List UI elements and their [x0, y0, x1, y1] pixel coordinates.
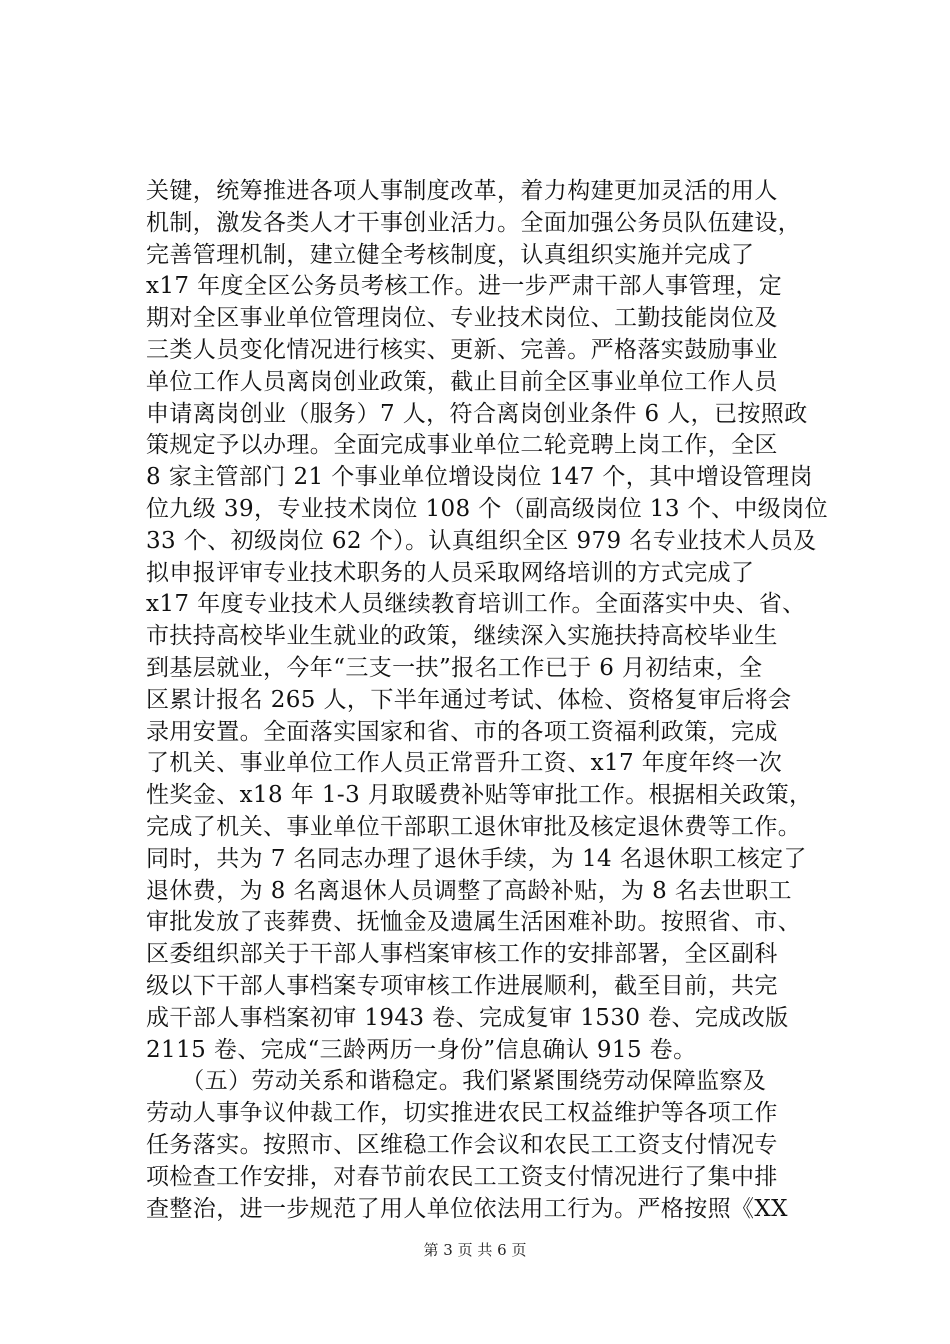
text-line: x17 年度全区公务员考核工作。进一步严肃干部人事管理，定: [146, 273, 783, 300]
text-line: 到基层就业，今年“三支一扶”报名工作已于 6 月初结束，全: [146, 654, 763, 681]
text-line: 级以下干部人事档案专项审核工作进展顺利，截至目前，共完: [146, 972, 778, 999]
text-line: 了机关、事业单位工作人员正常晋升工资、x17 年度年终一次: [146, 750, 783, 777]
text-line: 机制，激发各类人才干事创业活力。全面加强公务员队伍建设，: [146, 209, 802, 236]
body-text: [146, 176, 846, 1225]
text-line: 8 家主管部门 21 个事业单位增设岗位 147 个，其中增设管理岗: [146, 464, 813, 491]
text-line: 查整治，进一步规范了用人单位依法用工行为。严格按照《XX: [146, 1195, 788, 1222]
text-line: 完成了机关、事业单位干部职工退休审批及核定退休费等工作。: [146, 813, 802, 840]
text-line: 33 个、初级岗位 62 个）。认真组织全区 979 名专业技术人员及: [146, 527, 817, 554]
text-line: 任务落实。按照市、区维稳工作会议和农民工工资支付情况专: [146, 1131, 778, 1158]
text-line: 位九级 39，专业技术岗位 108 个（副高级岗位 13 个、中级岗位: [146, 495, 828, 522]
text-line: 区累计报名 265 人，下半年通过考试、体检、资格复审后将会: [146, 686, 792, 713]
text-line: 2115 卷、完成“三龄两历一身份”信息确认 915 卷。: [146, 1036, 697, 1063]
text-line: 退休费，为 8 名离退休人员调整了高龄补贴，为 8 名去世职工: [146, 877, 792, 904]
text-line: 同时，共为 7 名同志办理了退休手续，为 14 名退休职工核定了: [146, 845, 807, 872]
text-line: 三类人员变化情况进行核实、更新、完善。严格落实鼓励事业: [146, 336, 778, 363]
section-heading-line: （五）劳动关系和谐稳定。我们紧紧围绕劳动保障监察及: [146, 1068, 767, 1095]
text-line: 完善管理机制，建立健全考核制度，认真组织实施并完成了: [146, 241, 755, 268]
text-line: 市扶持高校毕业生就业的政策，继续深入实施扶持高校毕业生: [146, 623, 778, 650]
text-line: 审批发放了丧葬费、抚恤金及遗属生活困难补助。按照省、市、: [146, 909, 802, 936]
text-line: 期对全区事业单位管理岗位、专业技术岗位、工勤技能岗位及: [146, 305, 778, 332]
text-line: 性奖金、x18 年 1-3 月取暖费补贴等审批工作。根据相关政策，: [146, 782, 813, 809]
text-line: 成干部人事档案初审 1943 卷、完成复审 1530 卷、完成改版: [146, 1004, 789, 1031]
page-number-footer: 第 3 页 共 6 页: [423, 1241, 527, 1259]
text-line: 拟申报评审专业技术职务的人员采取网络培训的方式完成了: [146, 559, 755, 586]
text-line: 申请离岗创业（服务）7 人，符合离岗创业条件 6 人，已按照政: [146, 400, 808, 427]
text-line: x17 年度专业技术人员继续教育培训工作。全面落实中央、省、: [146, 591, 806, 618]
text-line: 录用安置。全面落实国家和省、市的各项工资福利政策，完成: [146, 718, 778, 745]
text-line: 策规定予以办理。全面完成事业单位二轮竞聘上岗工作，全区: [146, 432, 778, 459]
text-line: 劳动人事争议仲裁工作，切实推进农民工权益维护等各项工作: [146, 1100, 778, 1127]
text-line: 区委组织部关于干部人事档案审核工作的安排部署，全区副科: [146, 941, 778, 968]
text-line: 单位工作人员离岗创业政策，截止目前全区事业单位工作人员: [146, 368, 778, 395]
text-line: 关键，统筹推进各项人事制度改革，着力构建更加灵活的用人: [146, 178, 778, 204]
text-line: 项检查工作安排，对春节前农民工工资支付情况进行了集中排: [146, 1163, 778, 1190]
